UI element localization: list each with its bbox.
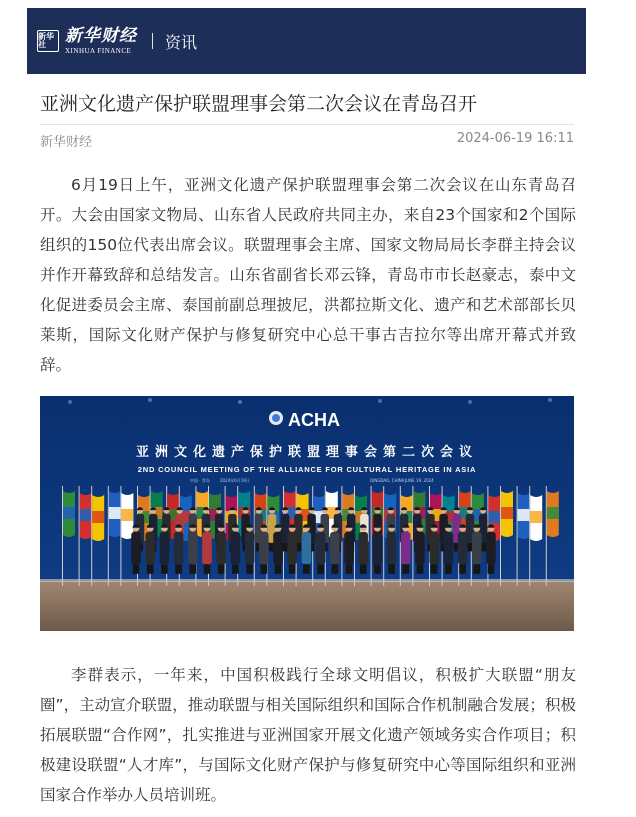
header-divider xyxy=(152,33,153,49)
svg-text:JUNE 19, 2024: JUNE 19, 2024 xyxy=(405,478,434,483)
article-photo xyxy=(40,396,574,631)
article-datetime: 2024-06-19 16:11 xyxy=(456,131,574,146)
banner-title-en: 2ND COUNCIL MEETING OF THE ALLIANCE FOR CULTURAL HERITAGE IN ASIA xyxy=(137,465,477,474)
brand-name-cn: 新华财经 xyxy=(65,25,137,46)
brand-name-en: XINHUA FINANCE xyxy=(65,46,132,55)
top-header-bar xyxy=(27,8,586,74)
brand-logo[interactable] xyxy=(65,27,137,56)
article-source: 新华财经 xyxy=(40,135,93,150)
svg-text:ACHA: ACHA xyxy=(288,410,340,430)
svg-text:2024年6月19日: 2024年6月19日 xyxy=(220,478,250,483)
banner-title-cn: 亚洲文化遗产保护联盟理事会第二次会议 xyxy=(135,445,479,460)
article-paragraph-1: 6月19日上午，亚洲文化遗产保护联盟理事会第二次会议在山东青岛召开。大会由国家文物局、山东省人民政府共同主办，来自23个国家和2个国际组织的150位代表出席会议。联盟理事会主席、国家文物局局长李群主持会议并作开幕致辞和总结发言。山东省副省长邓云锋，青岛市市长赵豪志，泰中文化促进委员会主席、泰国前副总理披尼，洪都拉斯文化、遗产和艺术部部长贝莱斯，国际文化财产保护与修复研究中心总干事古吉拉尔等出席开幕式并致辞。 xyxy=(40,176,576,374)
xinhua-logo-icon[interactable]: 新华社 xyxy=(37,30,59,52)
stage-floor xyxy=(40,581,574,631)
article-paragraph-2: 李群表示，一年来，中国积极践行全球文明倡议，积极扩大联盟“朋友圈”，主动宣介联盟，推动联盟与相关国际组织和国际合作机制融合发展；积极拓展联盟“合作网”，扎实推进与亚洲国家开展文化遗产领域务实合作项目；积极建设联盟“人才库”，与国际文化财产保护与修复研究中心等国际组织和亚洲国家合作举办人员培训班。 xyxy=(40,666,576,804)
title-divider xyxy=(40,124,574,125)
section-label[interactable]: 资讯 xyxy=(165,32,198,52)
svg-text:中国 · 青岛: 中国 · 青岛 xyxy=(190,478,210,483)
article-title: 亚洲文化遗产保护联盟理事会第二次会议在青岛召开 xyxy=(40,93,478,115)
svg-text:QINGDAO, CHINA: QINGDAO, CHINA xyxy=(370,478,405,483)
